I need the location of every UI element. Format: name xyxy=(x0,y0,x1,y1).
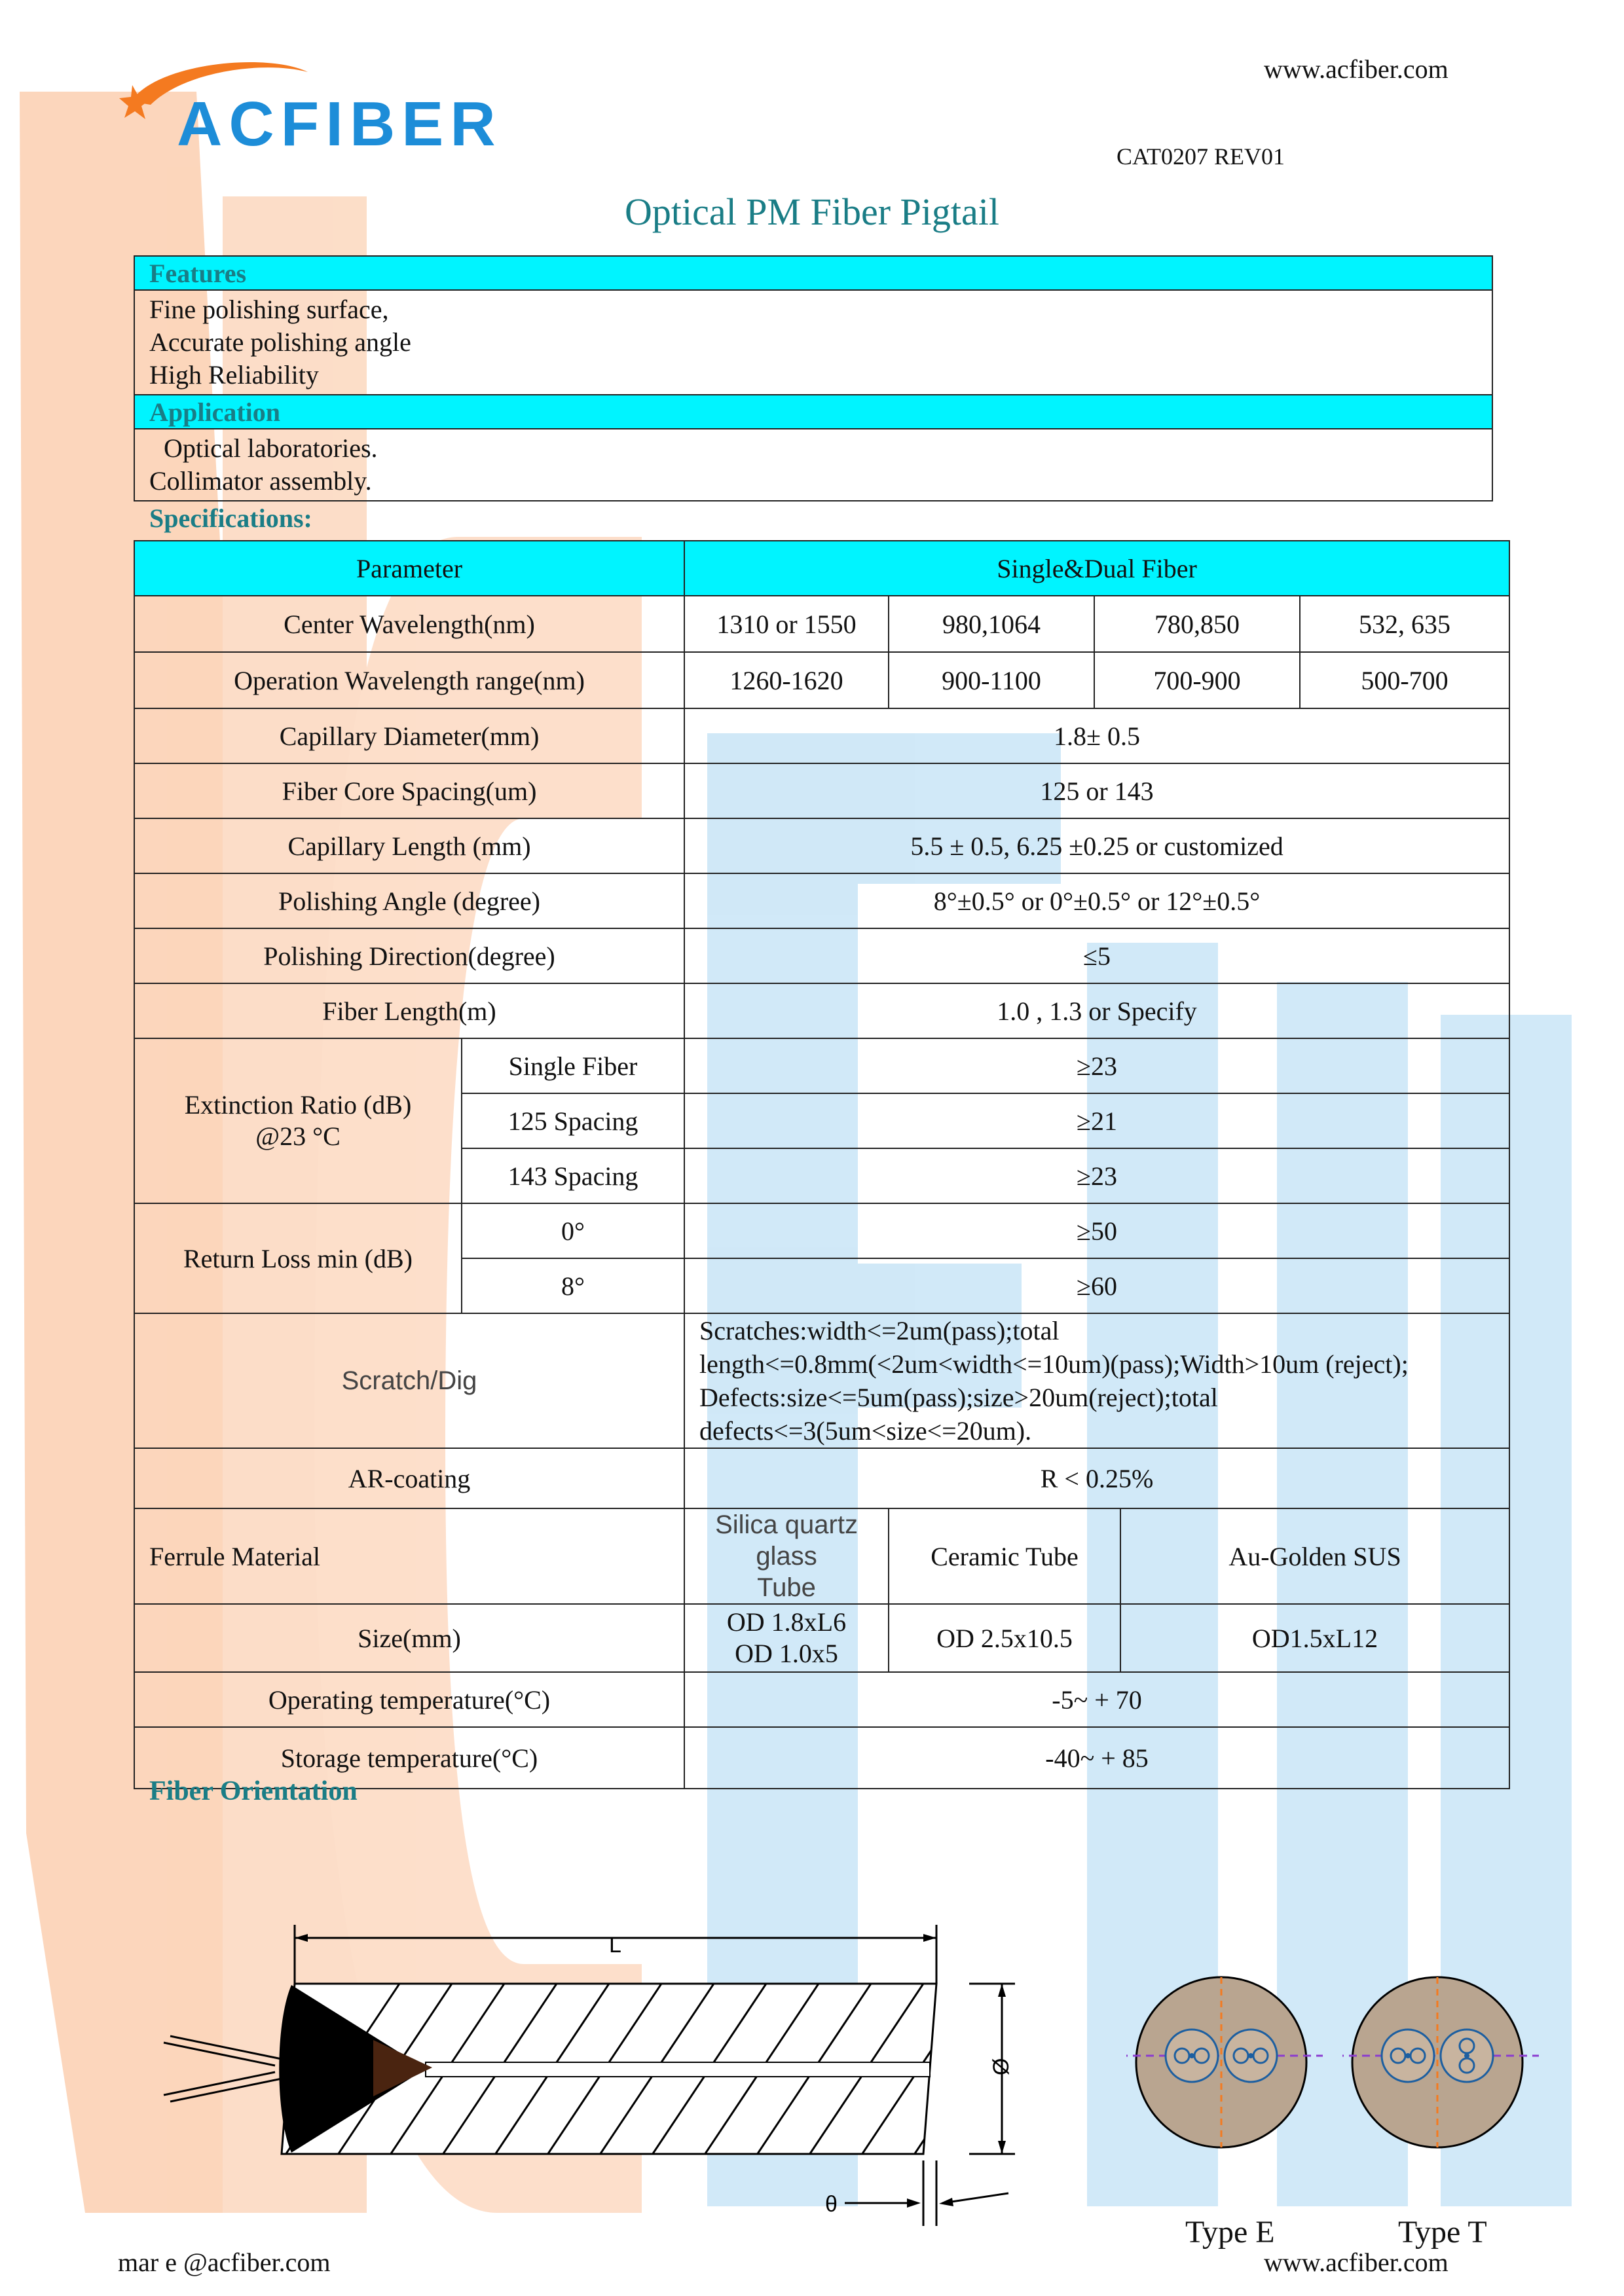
dim-angle-label: θ xyxy=(825,2192,838,2217)
extinction-condition: @23 °C xyxy=(255,1121,341,1151)
features-item: Fine polishing surface, xyxy=(149,295,389,324)
application-item: Collimator assembly. xyxy=(149,466,372,496)
fiber-length-label: Fiber Length(m) xyxy=(134,983,684,1038)
ferrule-option: Ceramic Tube xyxy=(889,1508,1120,1604)
ferrule-option: Silica quartz glass xyxy=(715,1510,858,1571)
logo xyxy=(111,46,502,159)
table-cell: ≥23 xyxy=(684,1148,1509,1203)
table-cell: 1310 or 1550 xyxy=(684,596,889,652)
features-item: High Reliability xyxy=(149,360,319,390)
extinction-sub: 125 Spacing xyxy=(462,1093,684,1148)
footer-email[interactable]: mar e @acfiber.com xyxy=(118,2248,331,2277)
scratch-dig-line: length<=0.8mm(<2um<width<=10um)(pass);Width>10um (reject); xyxy=(699,1349,1409,1379)
ferrule-label: Ferrule Material xyxy=(134,1508,684,1604)
type-e-label: Type E xyxy=(1185,2215,1275,2250)
table-cell: 125 or 143 xyxy=(684,763,1509,818)
features-table xyxy=(134,255,1493,501)
storage-temp-label: Storage temperature(°C) xyxy=(134,1727,684,1789)
ar-coating-label: AR-coating xyxy=(134,1448,684,1508)
table-cell: 700-900 xyxy=(1094,652,1300,708)
table-cell: -40~ + 85 xyxy=(684,1727,1509,1789)
table-cell: 532, 635 xyxy=(1300,596,1509,652)
table-cell: 1260-1620 xyxy=(684,652,889,708)
table-cell: 780,850 xyxy=(1094,596,1300,652)
param-header: Parameter xyxy=(134,541,684,596)
size-value: OD 2.5x10.5 xyxy=(889,1604,1120,1672)
table-cell: 900-1100 xyxy=(889,652,1094,708)
type-t-cross-section xyxy=(1342,1971,1539,2167)
features-item: Accurate polishing angle xyxy=(149,327,411,357)
pigtail-diagram xyxy=(151,1912,1054,2239)
type-t-label: Type T xyxy=(1398,2215,1487,2250)
size-value: OD 1.8xL6 xyxy=(726,1607,847,1637)
return-loss-label: Return Loss min (dB) xyxy=(134,1203,462,1313)
dim-length-label: L xyxy=(609,1933,621,1958)
application-item: Optical laboratories. xyxy=(164,433,378,463)
type-e-cross-section xyxy=(1126,1971,1323,2167)
specifications-table xyxy=(134,540,1510,1789)
size-value: OD1.5xL12 xyxy=(1120,1604,1509,1672)
table-cell: 500-700 xyxy=(1300,652,1509,708)
polishing-direction-label: Polishing Direction(degree) xyxy=(134,928,684,983)
table-cell: 980,1064 xyxy=(889,596,1094,652)
logo-text: ACFIBER xyxy=(177,89,502,159)
footer-website[interactable]: www.acfiber.com xyxy=(1264,2248,1449,2277)
table-cell: ≥60 xyxy=(684,1258,1509,1313)
polishing-angle-label: Polishing Angle (degree) xyxy=(134,873,684,928)
ferrule-option: Tube xyxy=(757,1573,816,1602)
table-cell: 5.5 ± 0.5, 6.25 ±0.25 or customized xyxy=(684,818,1509,873)
table-cell: ≥23 xyxy=(684,1038,1509,1093)
return-loss-sub: 8° xyxy=(462,1258,684,1313)
scratch-dig-line: Scratches:width<=2um(pass);total xyxy=(699,1316,1060,1345)
scratch-dig-line: Defects:size<=5um(pass);size>20um(reject);total xyxy=(699,1383,1218,1412)
core-spacing-label: Fiber Core Spacing(um) xyxy=(134,763,684,818)
scratch-dig-line: defects<=3(5um<size<=20um). xyxy=(699,1416,1032,1446)
center-wavelength-label: Center Wavelength(nm) xyxy=(134,596,684,652)
table-cell: R < 0.25% xyxy=(684,1448,1509,1508)
table-cell: ≥50 xyxy=(684,1203,1509,1258)
page-title: Optical PM Fiber Pigtail xyxy=(625,191,999,233)
ferrule-option: Au-Golden SUS xyxy=(1120,1508,1509,1604)
size-label: Size(mm) xyxy=(134,1604,684,1672)
value-header: Single&Dual Fiber xyxy=(684,541,1509,596)
specifications-heading: Specifications: xyxy=(149,503,312,533)
table-cell: -5~ + 70 xyxy=(684,1672,1509,1727)
table-cell: 1.8± 0.5 xyxy=(684,708,1509,763)
table-cell: ≤5 xyxy=(684,928,1509,983)
doc-code: CAT0207 REV01 xyxy=(1116,143,1285,170)
extinction-sub: 143 Spacing xyxy=(462,1148,684,1203)
return-loss-sub: 0° xyxy=(462,1203,684,1258)
scratch-dig-label: Scratch/Dig xyxy=(134,1313,684,1448)
size-value: OD 1.0x5 xyxy=(735,1639,838,1668)
features-label: Features xyxy=(134,256,1492,290)
capillary-diameter-label: Capillary Diameter(mm) xyxy=(134,708,684,763)
table-cell: 8°±0.5° or 0°±0.5° or 12°±0.5° xyxy=(684,873,1509,928)
extinction-label: Extinction Ratio (dB) xyxy=(184,1090,412,1120)
application-label: Application xyxy=(134,395,1492,429)
operation-range-label: Operation Wavelength range(nm) xyxy=(134,652,684,708)
dim-diameter-label: Ø xyxy=(989,2058,1014,2075)
header-website[interactable]: www.acfiber.com xyxy=(1264,54,1449,84)
table-cell: 1.0 , 1.3 or Specify xyxy=(684,983,1509,1038)
extinction-sub: Single Fiber xyxy=(462,1038,684,1093)
table-cell: ≥21 xyxy=(684,1093,1509,1148)
operating-temp-label: Operating temperature(°C) xyxy=(134,1672,684,1727)
fiber-orientation-heading: Fiber Orientation xyxy=(149,1776,358,1806)
capillary-length-label: Capillary Length (mm) xyxy=(134,818,684,873)
